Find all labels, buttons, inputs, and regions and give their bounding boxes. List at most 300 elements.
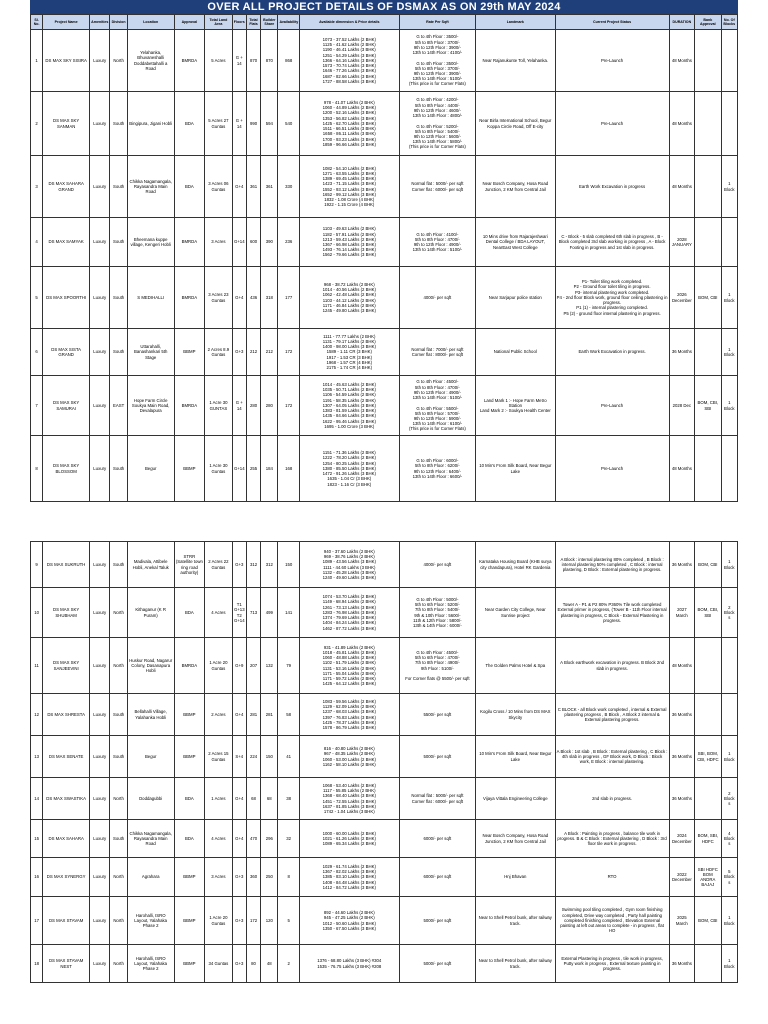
status-cell: Earth Work Excavation in progress. (555, 329, 669, 376)
builder-share-cell: 296 (261, 820, 278, 858)
division-cell: South (110, 329, 127, 376)
table-row (31, 588, 738, 638)
price-details-cell: 978 - 41.07 Lakhs (2 BHK) 1060 - 44.89 Lakhs (2 BHK) 1200 - 52.16 Lakhs (3 BHK) 1353 - 56.82 Lakhs (3 BHK) 1425 - 62.70 Lakhs (3 BHK) 1511 - 66.51 Lakhs (3 BHK) 1658 - 86.11 Lakhs (3 BHK) 1700 - 93.23 Lakhs (3 BHK) 1859 - 96.66 Lakhs (3 BHK) (299, 92, 399, 156)
approval-cell: BBMP (174, 858, 205, 897)
division-cell: South (110, 736, 127, 778)
status-cell: Swimming pool tiling completed , Gym room finishing completed, Drive way completed , Party hall painting completed finishing completed , Elevation External painting at left out areas to complete - in progress , flat HO (555, 897, 669, 945)
table-row (31, 92, 738, 156)
amenities-cell: Luxury (90, 778, 110, 820)
project-name-cell: DS MAX SKY SAMURAI (43, 376, 90, 436)
total-flats-cell: 224 (246, 736, 260, 778)
total-flats-cell: 870 (246, 30, 260, 92)
bank-approval-cell: SBI, BOM, CBI, HDFC (695, 736, 721, 778)
blocks-cell (721, 92, 737, 156)
column-header: DURATION (669, 15, 694, 30)
landmark-cell: Near to Shell Petrol bunk, after railway track. (476, 897, 555, 945)
rate-cell: Normal flat : 7000/- per sqft Corner flat : 8000/- per sqft (399, 329, 475, 376)
project-name-cell: DS MAX STAVAM NEST (43, 945, 90, 983)
status-cell: External Plastering in progress , tile work in progress, Putty work in progress , External texture painting in progress. (555, 945, 669, 983)
blocks-cell (721, 218, 737, 267)
floors-cell: G+4 (232, 156, 246, 218)
availability-cell: 540 (278, 92, 299, 156)
rate-cell: 6000/- per sqft (399, 858, 475, 897)
table-row (31, 376, 738, 436)
approval-cell: BBMP (174, 736, 205, 778)
total-flats-cell: 600 (246, 218, 260, 267)
floors-cell: G+3 (232, 542, 246, 588)
division-cell: North (110, 897, 127, 945)
project-name-cell: DS MAX SYNERGY (43, 858, 90, 897)
status-cell: Tower A - P1 & P2 80% P360% Tile work completed External primer in progress, (Tower B - 11th Floor internal plastering in progress, C Block - External Plastering in progress. (555, 588, 669, 638)
rate-cell: G to 4th Floor : 4500/- 5th to 8th Floor : 4700/- 9th to 12th Floor : 4900/- 13th to 14th Floor : 5100/- G to 4th Floor : 5500/- 5th to 8th Floor : 5700/- 9th to 12th Floor : 5900/- 13th to 14th Floor : 6100/- (This price is for Corner Flats) (399, 376, 475, 436)
amenities-cell: Luxury (90, 376, 110, 436)
location-cell: Harohalli, ISRO Layout, Yalahaka Phase 2 (127, 945, 174, 983)
floors-cell: G+4 (232, 778, 246, 820)
landmark-cell: Near to Shell Petrol bunk, after railway track. (476, 945, 555, 983)
landmark-cell: Near Bosch Company, Hosa Road Junction, 2 KM from Central Jail (476, 156, 555, 218)
duration-cell: 36 Months (669, 778, 694, 820)
availability-cell: 32 (278, 820, 299, 858)
builder-share-cell: 361 (261, 156, 278, 218)
bank-approval-cell (695, 329, 721, 376)
project-name-cell: DS MAX SAHARA (43, 820, 90, 858)
amenities-cell: Luxury (90, 92, 110, 156)
land-area-cell: 1 Acre 30 GUNTAS (205, 376, 233, 436)
division-cell: South (110, 218, 127, 267)
landmark-cell: Near Rajanukunte Toll, Yelahanka. (476, 30, 555, 92)
price-details-cell: 968 - 38.72 Lakhs (2 BHK) 1014 - 40.56 Lakhs (2 BHK) 1062 - 42.48 Lakhs (2 BHK) 1103 - 44.12 Lakhs (2 BHK) 1171 - 46.84 Lakhs (2 BHK) 1245 - 49.80 Lakhs (3 BHK) (299, 267, 399, 329)
column-header: Amenities (90, 15, 110, 30)
project-name-cell: DS MAX SKY SANMAN (43, 92, 90, 156)
location-cell: Uttarahalli, Banashankari 5th Stage (127, 329, 174, 376)
project-name-cell: DS MAX SKY SISIRA (43, 30, 90, 92)
projects-table-top (30, 14, 738, 502)
total-flats-cell: 436 (246, 267, 260, 329)
location-cell: S MEDIHALLI (127, 267, 174, 329)
project-name-cell: DS MAX SISTA GRAND (43, 329, 90, 376)
builder-share-cell: 594 (261, 92, 278, 156)
land-area-cell: 5 Acres (205, 30, 233, 92)
blocks-cell (721, 30, 737, 92)
approval-cell: BBMP (174, 436, 205, 502)
approval-cell: BBMP (174, 329, 205, 376)
total-flats-cell: 990 (246, 92, 260, 156)
amenities-cell: Luxury (90, 858, 110, 897)
duration-cell: 2022 December (669, 858, 694, 897)
bank-approval-cell: BOM, CBI, SBI (695, 588, 721, 638)
landmark-cell: National Public School (476, 329, 555, 376)
projects-table-bottom (30, 541, 738, 983)
column-header: No. Of Blocks (721, 15, 737, 30)
landmark-cell: 10 Mins drive from Rajarajeshwari Dental College / BDA LAYOUT, NearEast West College (476, 218, 555, 267)
landmark-cell: 10 Min's From Silk Board, Near Begur Lake (476, 436, 555, 502)
approval-cell: BMRDA (174, 267, 205, 329)
amenities-cell: Luxury (90, 694, 110, 736)
table-header-row (31, 15, 738, 30)
column-header: Location (127, 15, 174, 30)
builder-share-cell: 250 (261, 858, 278, 897)
landmark-cell: Karnataka Housing Board (KHB surya city chandapura), Hotel RK Gardenia (476, 542, 555, 588)
builder-share-cell: 390 (261, 218, 278, 267)
project-name-cell: DS MAX SAHARA GRAND (43, 156, 90, 218)
table-row (31, 638, 738, 694)
duration-cell: 48 Months (669, 92, 694, 156)
amenities-cell: Luxury (90, 897, 110, 945)
sl-no-cell: 13 (31, 736, 43, 778)
bank-approval-cell (695, 694, 721, 736)
availability-cell: 172 (278, 376, 299, 436)
blocks-cell: 1 Block (721, 329, 737, 376)
column-header: Division (110, 15, 127, 30)
price-details-cell: 1083 - 59.56 Lakhs (2 BHK) 1129 - 62.09 Lakhs (2 BHK) 1237 - 68.03 Lakhs (3 BHK) 1397 - 76.83 Lakhs (3 BHK) 1425 - 78.37 Lakhs (3 BHK) 1578 - 86.79 Lakhs (3 BHK) (299, 694, 399, 736)
sl-no-cell: 9 (31, 542, 43, 588)
total-flats-cell: 281 (246, 694, 260, 736)
project-name-cell: DS MAX SHRESTA (43, 694, 90, 736)
table-row (31, 156, 738, 218)
landmark-cell: 10 Min's From Silk Board, Near Begur Lake (476, 736, 555, 778)
builder-share-cell: 212 (261, 329, 278, 376)
column-header: Approval (174, 15, 205, 30)
approval-cell: BMRDA (174, 376, 205, 436)
approval-cell: BBMP (174, 694, 205, 736)
approval-cell: BDA (174, 820, 205, 858)
status-cell: Pre-Launch (555, 376, 669, 436)
sl-no-cell: 1 (31, 30, 43, 92)
availability-cell: 2 (278, 945, 299, 983)
location-cell: Bheemana kuppe village, Kengeri Hobli (127, 218, 174, 267)
location-cell: Begur (127, 736, 174, 778)
duration-cell: 2024 December (669, 820, 694, 858)
availability-cell: 79 (278, 638, 299, 694)
status-cell: Earth Work Excavation in progress (555, 156, 669, 218)
floors-cell: G + 14 (232, 376, 246, 436)
builder-share-cell: 68 (261, 778, 278, 820)
location-cell: Huskur Road, Nagarur Colony, Dasanapura Hobli (127, 638, 174, 694)
sl-no-cell: 14 (31, 778, 43, 820)
duration-cell: 2028 JANUARY (669, 218, 694, 267)
location-cell: Yelahanka, Bhuvaneshalli Doddabettahalli a Road (127, 30, 174, 92)
column-header: Landmark (476, 15, 555, 30)
column-header: Sl. No. (31, 15, 43, 30)
table-row (31, 267, 738, 329)
location-cell: Bingipura, Jigani Hobli (127, 92, 174, 156)
sl-no-cell: 2 (31, 92, 43, 156)
column-header: Current Project Status (555, 15, 669, 30)
division-cell: EAST (110, 376, 127, 436)
duration-cell: 36 Months (669, 945, 694, 983)
blocks-cell: 1 Block (721, 156, 737, 218)
division-cell: North (110, 30, 127, 92)
project-name-cell: DS MAX SPOORTHI (43, 267, 90, 329)
price-details-cell: 1151 - 71.36 Lakhs (2 BHK) 1222 - 78.20 Lakhs (2 BHK) 1254 - 80.25 Lakhs (2 BHK) 1380 - 85.50 Lakhs (3 BHK) 1472 - 91.26 Lakhs (3 BHK) 1635 - 1.04 Cr (3 BHK) 1823 - 1.16 Cr (3 BHK) (299, 436, 399, 502)
rate-cell: 6000/- per sqft (399, 820, 475, 858)
table-row (31, 945, 738, 983)
landmark-cell: Near Sarjapur police station (476, 267, 555, 329)
landmark-cell: Near Bosch Company, Hosa Road Junction, 2 KM from Central Jail (476, 820, 555, 858)
price-details-cell: 1068 - 53.40 Lakhs (2 BHK) 1117 - 55.85 Lakhs (2 BHK) 1368 - 68.40 Lakhs (3 BHK) 1451 - 72.55 Lakhs (3 BHK) 1637 - 81.85 Lakhs (3 BHK) 1742 - 1.04 Lakhs (3 BHK) (299, 778, 399, 820)
blocks-cell: 1 Block (721, 376, 737, 436)
amenities-cell: Luxury (90, 30, 110, 92)
sl-no-cell: 7 (31, 376, 43, 436)
total-flats-cell: 68 (246, 778, 260, 820)
column-header: Available dimension & Price details (299, 15, 399, 30)
column-header: Bank Approval (695, 15, 721, 30)
land-area-cell: 1 Acre 20 Guntas (205, 897, 233, 945)
division-cell: South (110, 92, 127, 156)
builder-share-cell: 280 (261, 376, 278, 436)
table-row (31, 30, 738, 92)
total-flats-cell: 80 (246, 945, 260, 983)
table-row (31, 329, 738, 376)
floors-cell: G+4 (232, 820, 246, 858)
approval-cell: BDA (174, 588, 205, 638)
total-flats-cell: 470 (246, 820, 260, 858)
bank-approval-cell: BOM, CBI (695, 542, 721, 588)
price-details-cell: 1074 - 53.70 Lakhs (2 BHK) 1149 - 68.94 Lakhs (2 BHK) 1261 - 73.13 Lakhs (3 BHK) 1283 - 76.98 Lakhs (3 BHK) 1374 - 79.69 Lakhs (3 BHK) 1404 - 84.24 Lakhs (3 BHK) 1462 - 87.72 Lakhs (3 BHK) (299, 588, 399, 638)
land-area-cell: 5 Acres 27 Guntas (205, 92, 233, 156)
sl-no-cell: 16 (31, 858, 43, 897)
table-row (31, 897, 738, 945)
sl-no-cell: 4 (31, 218, 43, 267)
availability-cell: 41 (278, 736, 299, 778)
floors-cell: G+3 (232, 329, 246, 376)
land-area-cell: 34 Guntas (205, 945, 233, 983)
project-name-cell: DS MAX SAMYAK (43, 218, 90, 267)
duration-cell: 48 Months (669, 30, 694, 92)
availability-cell: 236 (278, 218, 299, 267)
availability-cell: 150 (278, 542, 299, 588)
bank-approval-cell: BOM, CBI (695, 897, 721, 945)
builder-share-cell: 132 (261, 638, 278, 694)
status-cell: C - Block - 5 slab completed 6th slab in progress , B - Block completed 3rd slab working in progress , A - Block Footing in progress and 1st slab in progress. (555, 218, 669, 267)
landmark-cell: Kogilu Cross / 10 Mins from DS MAX Skycity (476, 694, 555, 736)
blocks-cell: 5 Block s (721, 858, 737, 897)
bank-approval-cell (695, 30, 721, 92)
location-cell: Hope Farm Circle Soukya Main Road, Devalapura (127, 376, 174, 436)
total-flats-cell: 361 (246, 156, 260, 218)
approval-cell: STRR (Satellite town ring road authority) (174, 542, 205, 588)
duration-cell: 48 Months (669, 638, 694, 694)
rate-cell: 5000/- per sqft (399, 945, 475, 983)
column-header: Floors (232, 15, 246, 30)
price-details-cell: 1103 - 49.63 Lakhs (2 BHK) 1182 - 57.91 Lakhs (2 BHK) 1213 - 59.43 Lakhs (2 BHK) 1367 - 66.98 Lakhs (3 BHK) 1493 - 76.14 Lakhs (3 BHK) 1562 - 79.66 Lakhs (3 BHK) (299, 218, 399, 267)
duration-cell: 2025 March (669, 897, 694, 945)
floors-cell: G+3 (232, 945, 246, 983)
amenities-cell: Luxury (90, 820, 110, 858)
land-area-cell: 3 Acres 23 Guntas (205, 267, 233, 329)
location-cell: Chikka Nagamangala, Rayasandra Main Road (127, 156, 174, 218)
approval-cell: BDA (174, 92, 205, 156)
status-cell: Pre-Launch (555, 92, 669, 156)
blocks-cell: 1 Block (721, 945, 737, 983)
column-header: Availability (278, 15, 299, 30)
status-cell: C BLOCK - all Block work completed , internal & External plastering progress , B Block , A Block 2 internal & External plastering progress. (555, 694, 669, 736)
blocks-cell: 1 Block (721, 542, 737, 588)
rate-cell: 5000/- per sqft (399, 736, 475, 778)
floors-cell: G+14 (232, 218, 246, 267)
bank-approval-cell: BOM, CBI, SBI (695, 376, 721, 436)
project-name-cell: DS MAX SWASTIKA (43, 778, 90, 820)
availability-cell: 172 (278, 329, 299, 376)
land-area-cell: 4 Acres (205, 588, 233, 638)
duration-cell: 2028 Dec (669, 376, 694, 436)
amenities-cell: Luxury (90, 218, 110, 267)
location-cell: Bellahalli Village, Yalahanka Hobli (127, 694, 174, 736)
price-details-cell: 892 - 44.60 Lakhs (2 BHK) 945 - 47.25 Lakhs (2 BHK) 1012 - 50.60 Lakhs (2 BHK) 1350 - 67.50 Lakhs (3 BHK) (299, 897, 399, 945)
amenities-cell: Luxury (90, 436, 110, 502)
availability-cell: 168 (278, 436, 299, 502)
table-row (31, 694, 738, 736)
location-cell: Harohalli, ISRO Layout, Yalahaka Phase 2 (127, 897, 174, 945)
duration-cell: 2026 December (669, 267, 694, 329)
blocks-cell (721, 436, 737, 502)
blocks-cell: 2 Block s (721, 778, 737, 820)
landmark-cell: Vijaya Vittala Engineering College (476, 778, 555, 820)
price-details-cell: 1000 - 60.00 Lakhs (2 BHK) 1021 - 61.26 Lakhs (2 BHK) 1089 - 65.34 Lakhs (2 BHK) (299, 820, 399, 858)
rate-cell: 5000/- per sqft (399, 897, 475, 945)
total-flats-cell: 255 (246, 436, 260, 502)
floors-cell: G+4 (232, 694, 246, 736)
location-cell: Kithaganur (K R Puram) (127, 588, 174, 638)
status-cell: Pre-Launch (555, 30, 669, 92)
bank-approval-cell: BOM, CBI (695, 267, 721, 329)
location-cell: Begur (127, 436, 174, 502)
bank-approval-cell (695, 778, 721, 820)
location-cell: Chikka Nagamangala, Rayasandra Main Road (127, 820, 174, 858)
sl-no-cell: 8 (31, 436, 43, 502)
amenities-cell: Luxury (90, 945, 110, 983)
project-name-cell: DS MAX SKY SHUBHAM (43, 588, 90, 638)
floors-cell: T1 G+13 T2 G+14 (232, 588, 246, 638)
builder-share-cell: 281 (261, 694, 278, 736)
blocks-cell: 1 Block (721, 897, 737, 945)
availability-cell: 58 (278, 694, 299, 736)
division-cell: South (110, 694, 127, 736)
land-area-cell: 2 Acres 15 Guntas (205, 736, 233, 778)
table-row (31, 542, 738, 588)
blocks-cell (721, 694, 737, 736)
bank-approval-cell: SBI HDFC BOM ANDRA BAJAJ (695, 858, 721, 897)
status-cell: A Block : Painting in progress , balance tile work in progress. B & C Block : External plastering , D Block : 3rd floor tile work in progress. (555, 820, 669, 858)
price-details-cell: 1014 - 45.63 Lakhs (2 BHK) 1035 - 50.71 Lakhs (2 BHK) 1106 - 54.59 Lakhs (2 BHK) 1191 - 58.35 Lakhs (2 BHK) 1307 - 64.05 Lakhs (3 BHK) 1383 - 81.59 Lakhs (3 BHK) 1435 - 84.66 Lakhs (3 BHK) 1622 - 95.46 Lakhs (3 BHK) 1695 - 1.00 Crore (3 BHK) (299, 376, 399, 436)
division-cell: South (110, 436, 127, 502)
location-cell: Doddagubbi (127, 778, 174, 820)
price-details-cell: 816 - 40.80 Lakhs (2 BHK) 967 - 48.35 Lakhs (2 BHK) 1060 - 53.00 Lakhs (2 BHK) 1162 - 58.10 Lakhs (2 BHK) (299, 736, 399, 778)
sl-no-cell: 12 (31, 694, 43, 736)
landmark-cell: Near Garden City College, Near Sunrise project (476, 588, 555, 638)
total-flats-cell: 207 (246, 638, 260, 694)
rate-cell: G to 4th Floor : 4500/- 5th to 6th Floor : 4700/- 7th to 8th Floor : 4900/- 9th Floor : 5100/- For Corner flats @ 5500/- per sqft (399, 638, 475, 694)
blocks-cell: 1 Block (721, 267, 737, 329)
floors-cell: G + 14 (232, 30, 246, 92)
status-cell: RTO (555, 858, 669, 897)
builder-share-cell: 312 (261, 542, 278, 588)
availability-cell: 8 (278, 858, 299, 897)
land-area-cell: 2 Acres (205, 694, 233, 736)
column-header: Builder Share (261, 15, 278, 30)
approval-cell: BBMP (174, 897, 205, 945)
column-header: Project Name (43, 15, 90, 30)
landmark-cell: Hnj Bhavan (476, 858, 555, 897)
project-name-cell: DS MAX SKY SANJEEVINI (43, 638, 90, 694)
amenities-cell: Luxury (90, 156, 110, 218)
status-cell: A Block earthwork excavation in progress. B Block 2nd slab in progress. (555, 638, 669, 694)
availability-cell: 868 (278, 30, 299, 92)
duration-cell: 36 Months (669, 329, 694, 376)
builder-share-cell: 150 (261, 736, 278, 778)
blocks-cell: 4 Block s (721, 820, 737, 858)
price-details-cell: 931 - 41.89 Lakhs (2 BHK) 1018 - 45.81 Lakhs (2 BHK) 1060 - 48.88 Lakhs (2 BHK) 1102 - 51.79 Lakhs (2 BHK) 1131 - 53.16 Lakhs (2 BHK) 1171 - 55.04 Lakhs (2 BHK) 1171 - 59.72 Lakhs (2 BHK) 1425 - 64.12 Lakhs (3 BHK) (299, 638, 399, 694)
rate-cell: G to 4th Floor : 3500/- 5th to 8th Floor : 3700/- 9th to 12th Floor : 3900/- 13th to 14th Floor : 4100/- G to 4th Floor : 3500/- 5th to 8th Floor : 3700/- 9th to 12th Floor : 3900/- 13th to 14th Floor : 5100/- (This price is for Corner Flats) (399, 30, 475, 92)
total-flats-cell: 280 (246, 376, 260, 436)
rate-cell: G to 4th Floor : 4100/- 5th to 8th Floor : 4700/- 9th to 12th Floor : 4900/- 13th to 14th Floor : 5100/- (399, 218, 475, 267)
floors-cell: G+14 (232, 436, 246, 502)
project-name-cell: DS MAX SUKRUTH (43, 542, 90, 588)
total-flats-cell: 212 (246, 329, 260, 376)
blocks-cell: 1 Block (721, 736, 737, 778)
sl-no-cell: 10 (31, 588, 43, 638)
amenities-cell: Luxury (90, 736, 110, 778)
table-row (31, 858, 738, 897)
approval-cell: BMRDA (174, 638, 205, 694)
land-area-cell: 1 Acre 20 Guntas (205, 638, 233, 694)
price-details-cell: 1073 - 37.52 Lakhs (2 BHK) 1125 - 41.62 Lakhs (2 BHK) 1190 - 46.41 Lakhs (3 BHK) 1251 - 54.29 Lakhs (3 BHK) 1366 - 64.16 Lakhs (3 BHK) 1573 - 70.74 Lakhs (3 BHK) 1646 - 77.26 Lakhs (3 BHK) 1687 - 82.66 Lakhs (3 BHK) 1727 - 88.58 Lakhs (3 BHK) (299, 30, 399, 92)
duration-cell: 48 Months (669, 436, 694, 502)
land-area-cell: 2 Acres 22 Guntas (205, 542, 233, 588)
builder-share-cell: 870 (261, 30, 278, 92)
total-flats-cell: 312 (246, 542, 260, 588)
duration-cell: 36 Months (669, 736, 694, 778)
price-details-cell: 1376 - 68.80 Lakhs (3 BHK) #304 1535 - 76.75 Lakhs (3 BHK) #208 (299, 945, 399, 983)
page-title: OVER ALL PROJECT DETAILS OF DSMAX AS ON 29th MAY 2024 (30, 0, 738, 14)
division-cell: South (110, 820, 127, 858)
bank-approval-cell (695, 945, 721, 983)
sl-no-cell: 6 (31, 329, 43, 376)
floors-cell: S+4 (232, 736, 246, 778)
rate-cell: Normal flat : 5000/- per sqft Corner flat : 6000/- per sqft (399, 156, 475, 218)
amenities-cell: Luxury (90, 638, 110, 694)
land-area-cell: 2 Acres 8.9 Guntas (205, 329, 233, 376)
bank-approval-cell (695, 156, 721, 218)
location-cell: Madivala, Attibele Hobli, Anekal Taluk (127, 542, 174, 588)
status-cell: A Block : 1st slab , B Block : External plastering , C Block : 4th slab in progress , GF Block work, D Block : Block work, E Block : internal plastering. (555, 736, 669, 778)
land-area-cell: 4 Acres (205, 820, 233, 858)
floors-cell: G+4 (232, 267, 246, 329)
rate-cell: G to 4th Floor : 4200/- 5th to 8th Floor : 4400/- 9th to 12th Floor : 4600/- 13th to 14th Floor : 4800/- G to 4th Floor : 5200/- 5th to 8th Floor : 5400/- 9th to 12th Floor : 5600/- 13th to 14th Floor : 5800/- (This price is for Corner Flats) (399, 92, 475, 156)
rate-cell: G to 4th Floor : 5000/- 5th to 6th Floor : 5200/- 7th to 8th Floor : 5400/- 9th & 10th Floor : 5600/- 11th & 12th Floor : 5800/- 13th & 14th Floor : 6000/- (399, 588, 475, 638)
amenities-cell: Luxury (90, 542, 110, 588)
land-area-cell: 3 Acres (205, 218, 233, 267)
availability-cell: 5 (278, 897, 299, 945)
division-cell: South (110, 542, 127, 588)
division-cell: South (110, 156, 127, 218)
duration-cell: 36 Months (669, 542, 694, 588)
rate-cell: G to 4th Floor : 6000/- 5th to 8th Floor : 6200/- 9th to 12th Floor : 6400/- 13th to 14th Floor : 6600/- (399, 436, 475, 502)
total-flats-cell: 713 (246, 588, 260, 638)
rate-cell: 4000/- per sqft (399, 542, 475, 588)
division-cell: North (110, 858, 127, 897)
floors-cell: G+9 (232, 638, 246, 694)
division-cell: North (110, 778, 127, 820)
division-cell: North (110, 945, 127, 983)
table-row (31, 820, 738, 858)
rate-cell: 5500/- per sqft (399, 694, 475, 736)
builder-share-cell: 318 (261, 267, 278, 329)
sl-no-cell: 5 (31, 267, 43, 329)
price-details-cell: 1082 - 54.10 Lakhs (2 BHK) 1271 - 63.55 Lakhs (2 BHK) 1389 - 69.45 Lakhs (3 BHK) 1423 - 71.15 Lakhs (3 BHK) 1552 - 93.12 Lakhs (3 BHK) 1652 - 99.12 Lakhs (3 BHK) 1832 - 1.08 Crore (4 BHK) 1922 - 1.15 Crore (4 BHK) (299, 156, 399, 218)
approval-cell: BBMP (174, 945, 205, 983)
status-cell: Pre-Launch (555, 436, 669, 502)
